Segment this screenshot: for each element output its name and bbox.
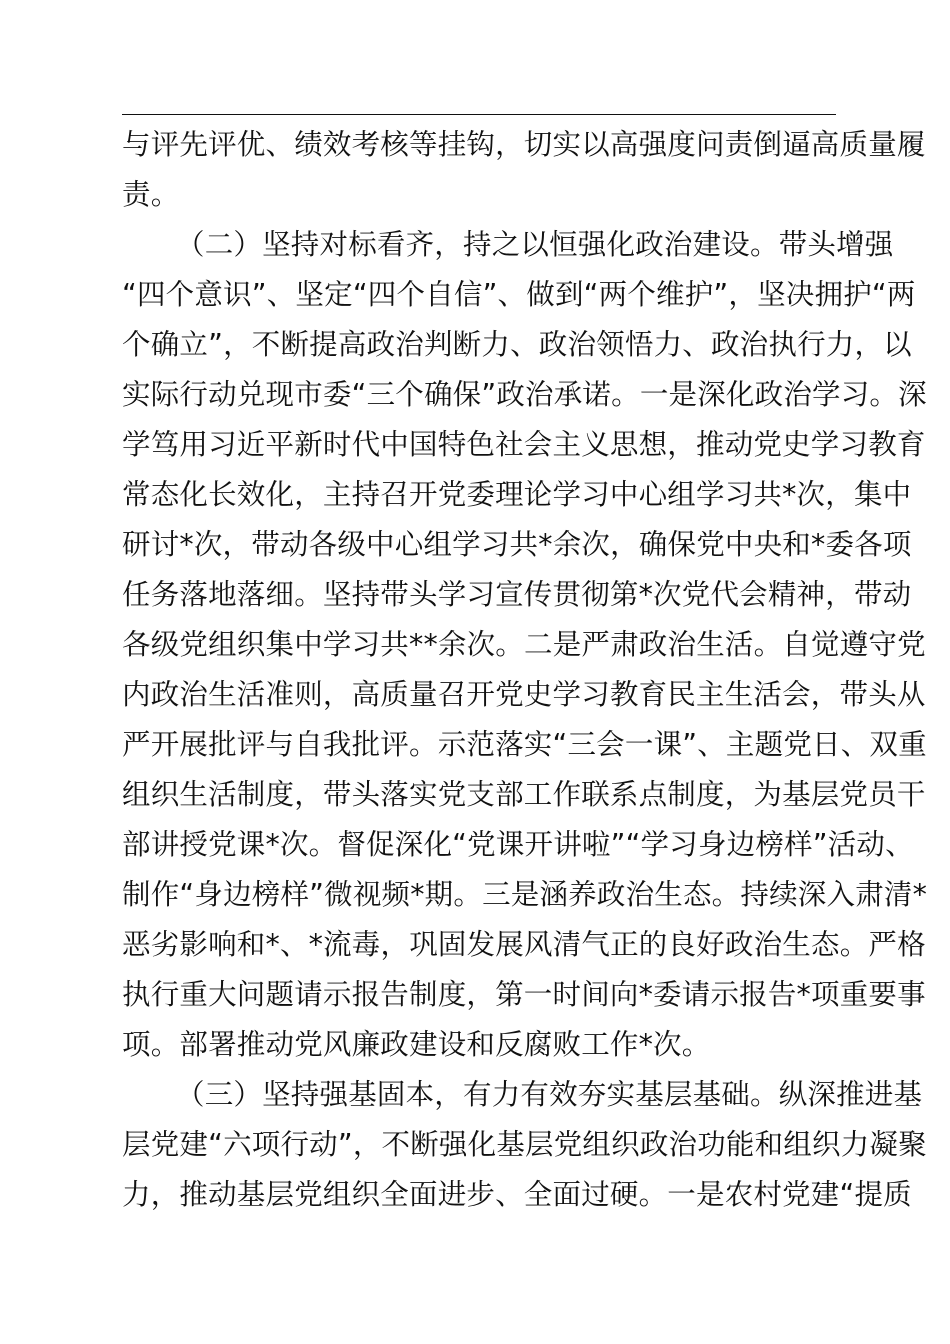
text-line: 部讲授党课*次。督促深化“党课开讲啦”“学习身边榜样”活动、 — [122, 828, 914, 861]
text-line: 层党建“六项行动”，不断强化基层党组织政治功能和组织力凝聚 — [122, 1128, 927, 1161]
text-line: “四个意识”、坚定“四个自信”、做到“两个维护”，坚决拥护“两 — [122, 278, 916, 311]
section-heading-line: （二）坚持对标看齐，持之以恒强化政治建设。带头增强 — [176, 228, 894, 261]
text-line: 个确立”，不断提高政治判断力、政治领悟力、政治执行力，以 — [122, 328, 912, 361]
text-line: 组织生活制度，带头落实党支部工作联系点制度，为基层党员干 — [122, 778, 926, 811]
text-line: 制作“身边榜样”微视频*期。三是涵养政治生态。持续深入肃清* — [122, 878, 928, 911]
text-line: 常态化长效化，主持召开党委理论学习中心组学习共*次，集中 — [122, 478, 912, 511]
text-line: 研讨*次，带动各级中心组学习共*余次，确保党中央和*委各项 — [122, 528, 912, 561]
text-line: 恶劣影响和*、*流毒，巩固发展风清气正的良好政治生态。严格 — [122, 928, 926, 961]
text-line: 与评先评优、绩效考核等挂钩，切实以高强度问责倒逼高质量履 — [122, 128, 926, 161]
text-line: 严开展批评与自我批评。示范落实“三会一课”、主题党日、双重 — [122, 728, 927, 761]
text-line: 项。部署推动党风廉政建设和反腐败工作*次。 — [122, 1028, 711, 1061]
text-line: 各级党组织集中学习共**余次。二是严肃政治生活。自觉遵守党 — [122, 628, 926, 661]
text-line: 执行重大问题请示报告制度，第一时间向*委请示报告*项重要事 — [122, 978, 926, 1011]
text-line: 任务落地落细。坚持带头学习宣传贯彻第*次党代会精神，带动 — [122, 578, 912, 611]
header-rule — [122, 114, 836, 115]
text-line: 力，推动基层党组织全面进步、全面过硬。一是农村党建“提质 — [122, 1178, 912, 1211]
text-line: 学笃用习近平新时代中国特色社会主义思想，推动党史学习教育 — [122, 428, 926, 461]
section-heading-line: （三）坚持强基固本，有力有效夯实基层基础。纵深推进基 — [176, 1078, 923, 1111]
text-line: 实际行动兑现市委“三个确保”政治承诺。一是深化政治学习。深 — [122, 378, 927, 411]
text-line: 责。 — [122, 178, 180, 211]
body-text — [122, 120, 928, 1220]
text-line: 内政治生活准则，高质量召开党史学习教育民主生活会，带头从 — [122, 678, 926, 711]
